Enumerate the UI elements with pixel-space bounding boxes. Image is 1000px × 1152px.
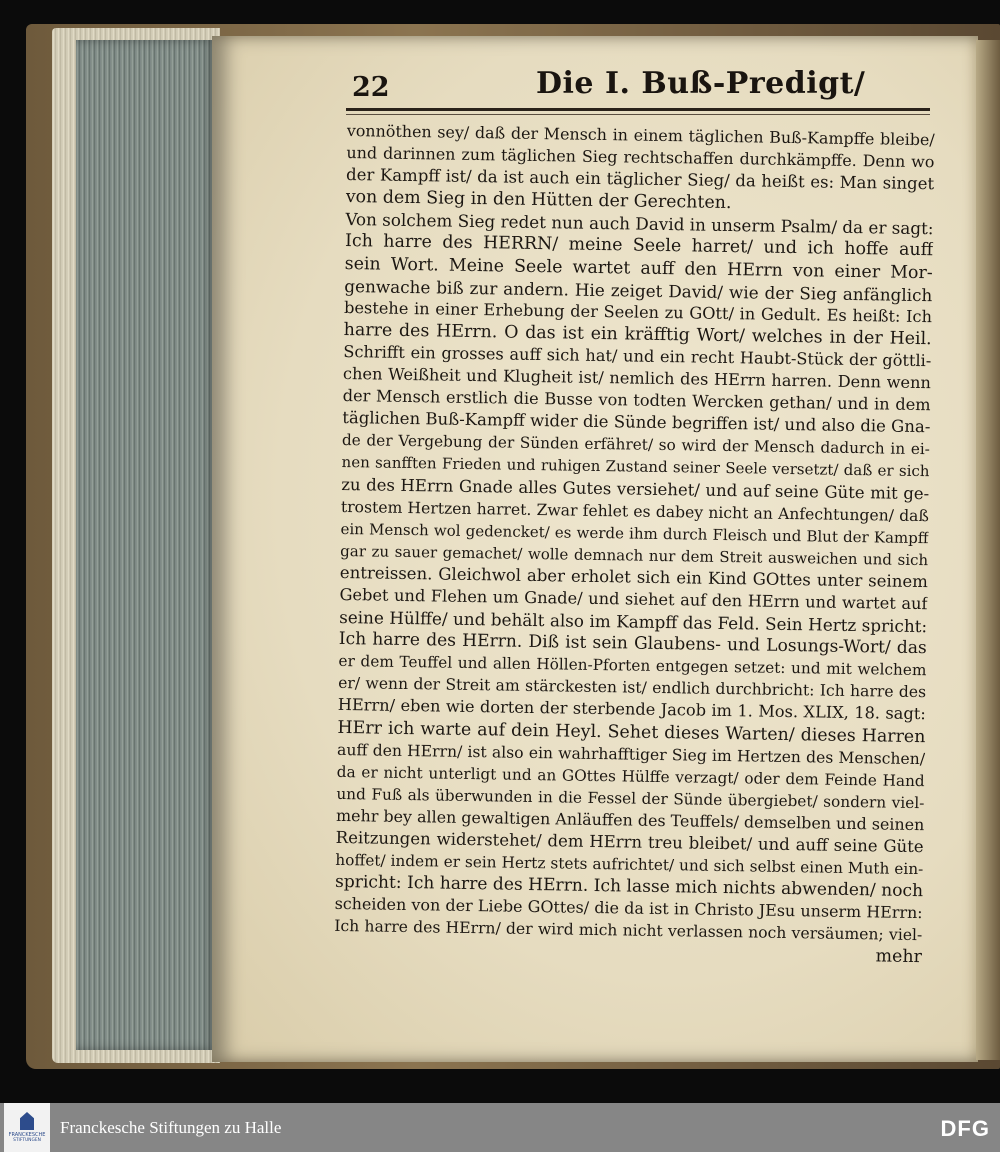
text-line: HErr ich warte auf dein Heyl. Sehet dieses Warten/ dieses Harren <box>337 717 926 747</box>
text-line: genwache biß zur andern. Hie zeiget David/ wie der Sieg anfänglich <box>344 275 933 305</box>
text-line: Ich harre des HERRN/ meine Seele harret/ und ich hoffe auff <box>344 231 934 261</box>
text-line: er/ wenn der Streit am stärckesten ist/ endlich durchbricht: Ich harre des <box>338 674 927 702</box>
text-line: chen Weißheit und Klugheit ist/ nemlich des HErrn harren. Denn wenn <box>342 364 932 393</box>
running-head: Die I. Buß-Predigt/ <box>536 66 866 101</box>
institution-name: Franckesche Stiftungen zu Halle <box>60 1117 282 1137</box>
text-line: sein Wort. Meine Seele wartet auff den HErrn von einer Mor- <box>344 253 933 283</box>
text-line: täglichen Buß-Kampff wider die Sünde begriffen ist/ und also die Gna- <box>342 408 931 437</box>
footer-bar <box>0 1103 1000 1152</box>
text-line: trostem Hertzen harret. Zwar fehlet es dabey nicht an Anfechtungen/ daß <box>340 497 929 525</box>
dfg-logo: DFG <box>940 1116 990 1141</box>
text-line: Ich harre des HErrn. Diß ist sein Glaubens- und Losungs-Wort/ das <box>338 629 927 659</box>
text-line: de der Vergebung der Sünden erfähret/ so wird der Mensch dadurch in ei- <box>341 431 931 459</box>
text-line: hoffet/ indem er sein Hertz stets aufrichtet/ und sich selbst einen Muth ein- <box>335 851 924 879</box>
text-line: Ich harre des HErrn/ der wird mich nicht verlassen noch versäumen; viel- <box>334 917 923 945</box>
header-rule <box>346 108 930 111</box>
text-line: und Fuß als überwunden in die Fessel der Sünde übergiebet/ sondern viel- <box>336 784 925 812</box>
text-line: seine Hülffe/ und behält also im Kampff das Feld. Sein Hertz spricht: <box>339 607 928 637</box>
page-number: 22 <box>352 72 390 103</box>
body-text <box>334 120 935 969</box>
text-line: HErrn/ eben wie dorten der sterbende Jacob im 1. Mos. XLIX, 18. sagt: <box>337 695 926 724</box>
text-line: spricht: Ich harre des HErrn. Ich lasse mich nichts abwenden/ noch <box>334 872 924 902</box>
text-line: von dem Sieg in den Hütten der Gerechten. <box>345 187 732 214</box>
text-line: auff den HErrn/ ist also ein wahrhafftiger Sieg im Hertzen des Menschen/ <box>336 740 926 768</box>
logo-text-line2: STIFTUNGEN <box>13 1138 41 1143</box>
text-line: Schrifft ein grosses auff sich hat/ und ein recht Haubt-Stück der göttli- <box>343 341 932 371</box>
text-line: vonnöthen sey/ daß der Mensch in einem täglichen Buß-Kampffe bleibe/ <box>346 120 935 150</box>
text-line: Gebet und Flehen um Gnade/ und siehet auf den HErrn und wartet auf <box>339 584 928 614</box>
catchword: mehr <box>875 946 923 968</box>
text-line: mehr bey allen gewaltigen Anläuffen des Teuffels/ demselben und seinen <box>335 805 925 835</box>
building-icon <box>20 1112 34 1130</box>
text-line: ein Mensch wol gedencket/ es werde ihm durch Fleisch und Blut der Kampff <box>340 519 929 547</box>
institution-logo <box>4 1103 50 1152</box>
logo-text-line1: FRANCKESCHE <box>8 1132 46 1138</box>
text-line: bestehe in einer Erhebung der Seelen zu GOtt/ in Gedult. Es heißt: Ich <box>343 297 933 326</box>
gutter-shadow <box>976 40 1000 1060</box>
text-line: entreissen. Gleichwol aber erholet sich ein Kind GOttes unter seinem <box>339 562 928 592</box>
text-line: zu des HErrn Gnade alles Gutes versiehet/ und auf seine Güte mit ge- <box>341 474 930 503</box>
text-line: scheiden von der Liebe GOttes/ die da ist in Christo JEsu unserm HErrn: <box>334 894 923 923</box>
text-line: harre des HErrn. O das ist ein kräfftig Wort/ welches in der Heil. <box>343 319 932 350</box>
text-line: Reitzungen widerstehet/ dem HErrn treu bleibet/ und auff seine Güte <box>335 827 924 857</box>
text-line: gar zu sauer gemachet/ wolle demnach nur dem Streit ausweichen und sich <box>340 541 929 569</box>
text-line: da er nicht unterligt und an GOttes Hülffe verzagt/ oder dem Feinde Hand <box>336 762 925 790</box>
text-line: der Kampff ist/ da ist auch ein täglicher Sieg/ da heißt es: Man singet <box>345 165 935 194</box>
text-line: Von solchem Sieg redet nun auch David in unserm Psalm/ da er sagt: <box>345 209 934 239</box>
text-line: er dem Teuffel und allen Höllen-Pforten entgegen setzet: und mit welchem <box>338 652 927 680</box>
text-line: der Mensch erstlich die Busse von todten Wercken gethan/ und in dem <box>342 386 931 415</box>
text-line: und darinnen zum täglichen Sieg rechtschaffen durchkämpffe. Denn wo <box>346 143 935 172</box>
text-line: nen sanfften Frieden und ruhigen Zustand seiner Seele versetzt/ daß er sich <box>341 453 930 481</box>
header-rule-thin <box>346 114 930 115</box>
page-block-edge <box>76 40 216 1050</box>
